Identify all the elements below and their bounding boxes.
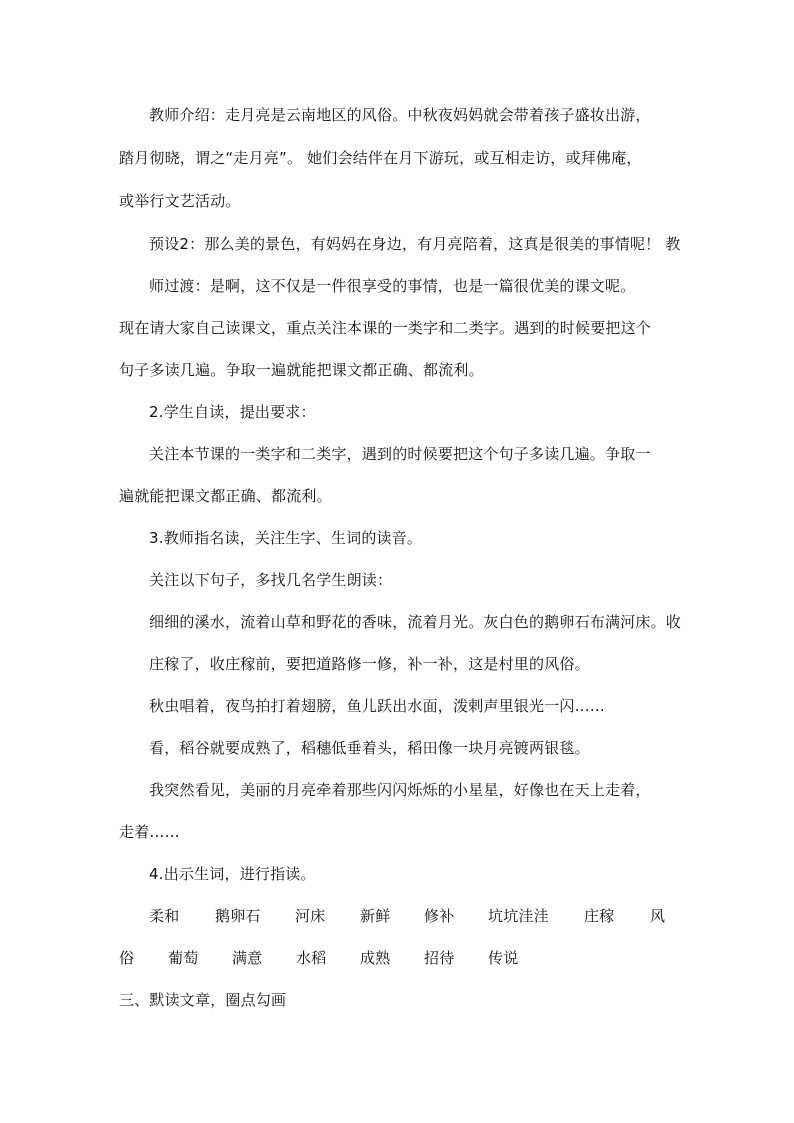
vocab-word: 水稻	[296, 949, 327, 967]
paragraph-line: 关注本节课的一类字和二类字，遇到的时候要把这个句子多读几遍。争取一	[149, 445, 651, 463]
vocab-word: 河床	[295, 907, 326, 925]
vocab-word: 葡萄	[168, 949, 199, 967]
section-heading: 三、默读文章，圈点勾画	[119, 991, 287, 1009]
paragraph-line: 关注以下句子，多找几名学生朗读：	[149, 571, 393, 589]
paragraph-line: 遍就能把课文都正确、都流利。	[119, 487, 332, 505]
section-heading: 4.出示生词，进行指读。	[149, 865, 316, 883]
section-heading: 3.教师指名读，关注生字、生词的读音。	[149, 529, 423, 547]
paragraph-line: 教师介绍：走月亮是云南地区的风俗。中秋夜妈妈就会带着孩子盛妆出游，	[149, 106, 651, 124]
vocab-word: 修补	[424, 907, 455, 925]
vocab-word: 鹅卵石	[215, 907, 261, 925]
vocab-word: 风	[650, 907, 666, 925]
paragraph-line: 预设2：那么美的景色，有妈妈在身边，有月亮陪着，这真是很美的事情呢！ 教	[149, 235, 681, 253]
paragraph-line: 现在请大家自己读课文，重点关注本课的一类字和二类字。遇到的时候要把这个	[119, 319, 652, 337]
vocab-word: 满意	[232, 949, 263, 967]
vocab-word: 俗	[119, 949, 135, 967]
vocab-word: 庄稼	[584, 907, 615, 925]
quote-line: 看，稻谷就要成熟了，稻穗低垂着头，稻田像一块月亮镀两银毯。	[149, 739, 590, 757]
quote-line: 我突然看见，美丽的月亮牵着那些闪闪烁烁的小星星，好像也在天上走着，	[149, 781, 651, 799]
vocab-word: 柔和	[149, 907, 180, 925]
vocab-word: 坑坑洼洼	[488, 907, 549, 925]
quote-line: 细细的溪水，流着山草和野花的香味，流着月光。灰白色的鹅卵石布满河床。收	[149, 613, 682, 631]
paragraph-line: 句子多读几遍。争取一遍就能把课文都正确、都流利。	[119, 361, 484, 379]
section-heading: 2.学生自读，提出要求：	[149, 403, 316, 421]
quote-line: 秋虫唱着，夜鸟拍打着翅膀，鱼儿跃出水面，泼剌声里银光一闪……	[149, 697, 606, 715]
vocab-word: 传说	[488, 949, 519, 967]
vocab-word: 新鲜	[360, 907, 391, 925]
paragraph-line: 踏月彻晓，谓之“走月亮”。 她们会结伴在月下游玩，或互相走访，或拜佛庵，	[119, 149, 642, 167]
quote-line: 走着……	[119, 823, 180, 841]
paragraph-line: 或举行文艺活动。	[119, 192, 241, 210]
vocab-word: 成熟	[360, 949, 391, 967]
vocab-word: 招待	[424, 949, 455, 967]
paragraph-line: 师过渡：是啊，这不仅是一件很享受的事情，也是一篇很优美的课文呢。	[149, 277, 636, 295]
quote-line: 庄稼了，收庄稼前，要把道路修一修，补一补，这是村里的风俗。	[149, 655, 590, 673]
